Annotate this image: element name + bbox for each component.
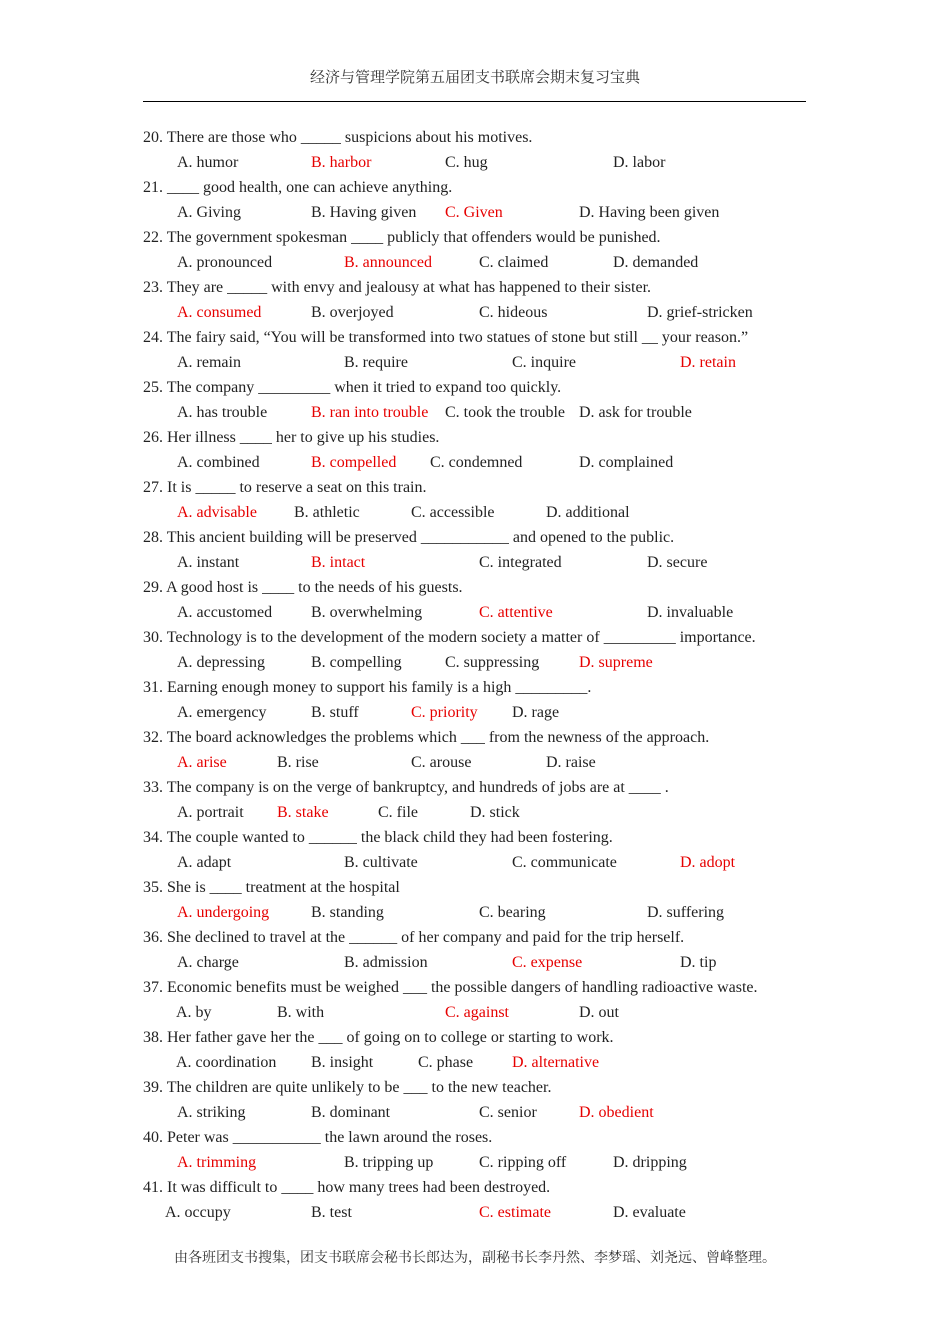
answer-option: B. compelling: [311, 654, 402, 671]
question-stem: 25. The company _________ when it tried to expand too quickly.: [143, 379, 562, 396]
option-row: [143, 200, 823, 225]
question-stem: 31. Earning enough money to support his family is a high _________.: [143, 679, 592, 696]
answer-option: C. hug: [445, 154, 488, 171]
answer-option: B. cultivate: [344, 854, 418, 871]
question-stem: 24. The fairy said, “You will be transformed into two statues of stone but still __ your reason.”: [143, 329, 749, 346]
answer-option-correct: C. priority: [411, 704, 478, 721]
option-row: [143, 1150, 823, 1175]
answer-option: A. humor: [177, 154, 239, 171]
answer-option: A. occupy: [165, 1204, 231, 1221]
answer-option: D. demanded: [613, 254, 699, 271]
answer-option: D. labor: [613, 154, 666, 171]
question-stem: 20. There are those who _____ suspicions about his motives.: [143, 129, 533, 146]
question-stem: 38. Her father gave her the ___ of going on to college or starting to work.: [143, 1029, 614, 1046]
answer-option: D. stick: [470, 804, 520, 821]
question-item: [143, 825, 823, 875]
question-stem: 27. It is _____ to reserve a seat on this train.: [143, 479, 427, 496]
answer-option: B. standing: [311, 904, 384, 921]
option-row: [143, 450, 823, 475]
answer-option: A. portrait: [177, 804, 244, 821]
answer-option: C. suppressing: [445, 654, 540, 671]
answer-option-correct: B. intact: [311, 554, 366, 571]
page-footer: 由各班团支书搜集，团支书联席会秘书长郎达为，副秘书长李丹然、李梦瑶、刘尧远、曾峰整理。: [174, 1251, 776, 1266]
option-row: [143, 1200, 823, 1225]
answer-option-correct: D. obedient: [579, 1104, 654, 1121]
answer-option-correct: B. ran into trouble: [311, 404, 429, 421]
question-stem: 39. The children are quite unlikely to be ___ to the new teacher.: [143, 1079, 552, 1096]
question-list: [143, 125, 823, 1225]
question-stem: 37. Economic benefits must be weighed ___ the possible dangers of handling radioactive waste.: [143, 979, 758, 996]
answer-option-correct: C. against: [445, 1004, 509, 1021]
answer-option: C. file: [378, 804, 418, 821]
question-item: [143, 375, 823, 425]
answer-option: C. took the trouble: [445, 404, 565, 421]
question-stem: 35. She is ____ treatment at the hospital: [143, 879, 400, 896]
answer-option: B. Having given: [311, 204, 417, 221]
question-item: [143, 725, 823, 775]
option-row: [143, 400, 823, 425]
answer-option: D. tip: [680, 954, 717, 971]
question-item: [143, 1175, 823, 1225]
answer-option: A. instant: [177, 554, 240, 571]
option-row: [143, 1050, 823, 1075]
question-item: [143, 1125, 823, 1175]
answer-option: D. rage: [512, 704, 560, 721]
answer-option-correct: A. arise: [177, 754, 227, 771]
answer-option: B. overjoyed: [311, 304, 394, 321]
question-item: [143, 425, 823, 475]
answer-option: A. pronounced: [177, 254, 273, 271]
option-row: [143, 250, 823, 275]
question-stem: 40. Peter was ___________ the lawn around the roses.: [143, 1129, 493, 1146]
option-row: [143, 700, 823, 725]
option-row: [143, 1100, 823, 1125]
option-row: [143, 150, 823, 175]
question-item: [143, 925, 823, 975]
question-stem: 30. Technology is to the development of the modern society a matter of _________ importance.: [143, 629, 756, 646]
question-stem: 26. Her illness ____ her to give up his studies.: [143, 429, 440, 446]
question-stem: 32. The board acknowledges the problems which ___ from the newness of the approach.: [143, 729, 710, 746]
option-row: [143, 550, 823, 575]
option-row: [143, 800, 823, 825]
answer-option: C. ripping off: [479, 1154, 567, 1171]
question-item: [143, 325, 823, 375]
answer-option-correct: C. attentive: [479, 604, 553, 621]
answer-option: B. test: [311, 1204, 352, 1221]
answer-option: B. rise: [277, 754, 319, 771]
answer-option: D. raise: [546, 754, 596, 771]
question-item: [143, 125, 823, 175]
answer-option: C. accessible: [411, 504, 495, 521]
answer-option: D. secure: [647, 554, 708, 571]
question-item: [143, 1025, 823, 1075]
answer-option: C. communicate: [512, 854, 617, 871]
answer-option: A. striking: [177, 1104, 246, 1121]
option-row: [143, 650, 823, 675]
answer-option: B. require: [344, 354, 408, 371]
question-item: [143, 475, 823, 525]
answer-option-correct: B. harbor: [311, 154, 372, 171]
question-item: [143, 775, 823, 825]
question-item: [143, 175, 823, 225]
question-item: [143, 275, 823, 325]
answer-option: C. phase: [418, 1054, 474, 1071]
answer-option: D. dripping: [613, 1154, 687, 1171]
question-item: [143, 625, 823, 675]
answer-option: B. insight: [311, 1054, 374, 1071]
answer-option-correct: D. alternative: [512, 1054, 600, 1071]
question-item: [143, 575, 823, 625]
option-row: [143, 300, 823, 325]
question-item: [143, 1075, 823, 1125]
answer-option-correct: C. estimate: [479, 1204, 551, 1221]
question-stem: 28. This ancient building will be preserved ___________ and opened to the public.: [143, 529, 675, 546]
answer-option: D. grief-stricken: [647, 304, 753, 321]
page-header: 经济与管理学院第五届团支书联席会期末复习宝典: [309, 70, 640, 86]
answer-option: A. adapt: [177, 854, 232, 871]
answer-option: C. hideous: [479, 304, 548, 321]
answer-option: A. Giving: [177, 204, 241, 221]
option-row: [143, 850, 823, 875]
answer-option: A. has trouble: [177, 404, 268, 421]
question-stem: 34. The couple wanted to ______ the black child they had been fostering.: [143, 829, 613, 846]
question-item: [143, 975, 823, 1025]
answer-option: C. bearing: [479, 904, 546, 921]
answer-option: D. ask for trouble: [579, 404, 692, 421]
answer-option: A. remain: [177, 354, 241, 371]
answer-option: B. dominant: [311, 1104, 391, 1121]
answer-option-correct: A. undergoing: [177, 904, 270, 921]
answer-option: C. integrated: [479, 554, 562, 571]
answer-option-correct: D. adopt: [680, 854, 736, 871]
answer-option-correct: A. consumed: [177, 304, 262, 321]
option-row: [143, 950, 823, 975]
answer-option-correct: C. Given: [445, 204, 503, 221]
answer-option-correct: D. retain: [680, 354, 736, 371]
option-row: [143, 350, 823, 375]
answer-option: B. with: [277, 1004, 325, 1021]
question-stem: 41. It was difficult to ____ how many trees had been destroyed.: [143, 1179, 551, 1196]
answer-option: D. complained: [579, 454, 674, 471]
answer-option-correct: D. supreme: [579, 654, 653, 671]
answer-option: D. evaluate: [613, 1204, 686, 1221]
answer-option-correct: C. expense: [512, 954, 583, 971]
question-item: [143, 675, 823, 725]
answer-option: D. Having been given: [579, 204, 720, 221]
answer-option: D. invaluable: [647, 604, 734, 621]
answer-option-correct: A. advisable: [177, 504, 257, 521]
question-stem: 21. ____ good health, one can achieve anything.: [143, 179, 453, 196]
answer-option: D. out: [579, 1004, 619, 1021]
option-row: [143, 500, 823, 525]
question-item: [143, 225, 823, 275]
answer-option: A. charge: [177, 954, 239, 971]
answer-option: C. arouse: [411, 754, 472, 771]
answer-option: B. athletic: [294, 504, 360, 521]
answer-option: A. emergency: [177, 704, 267, 721]
option-row: [143, 600, 823, 625]
answer-option-correct: B. compelled: [311, 454, 397, 471]
question-item: [143, 525, 823, 575]
answer-option: B. stuff: [311, 704, 359, 721]
answer-option: C. inquire: [512, 354, 576, 371]
option-row: [143, 750, 823, 775]
answer-option: B. overwhelming: [311, 604, 423, 621]
answer-option: A. by: [176, 1004, 212, 1021]
header-rule: [143, 101, 806, 102]
answer-option: A. combined: [177, 454, 260, 471]
answer-option: C. claimed: [479, 254, 549, 271]
question-stem: 23. They are _____ with envy and jealousy at what has happened to their sister.: [143, 279, 652, 296]
answer-option: C. condemned: [430, 454, 523, 471]
question-stem: 36. She declined to travel at the ______ of her company and paid for the trip herself.: [143, 929, 685, 946]
answer-option-correct: A. trimming: [177, 1154, 257, 1171]
answer-option: A. depressing: [177, 654, 265, 671]
answer-option: B. admission: [344, 954, 428, 971]
answer-option: C. senior: [479, 1104, 537, 1121]
answer-option: D. additional: [546, 504, 630, 521]
answer-option: A. accustomed: [177, 604, 273, 621]
answer-option: A. coordination: [176, 1054, 277, 1071]
option-row: [143, 1000, 823, 1025]
question-stem: 29. A good host is ____ to the needs of his guests.: [143, 579, 463, 596]
question-stem: 33. The company is on the verge of bankruptcy, and hundreds of jobs are at ____ .: [143, 779, 669, 796]
question-item: [143, 875, 823, 925]
question-stem: 22. The government spokesman ____ publicly that offenders would be punished.: [143, 229, 661, 246]
answer-option: D. suffering: [647, 904, 725, 921]
answer-option: B. tripping up: [344, 1154, 434, 1171]
option-row: [143, 900, 823, 925]
answer-option-correct: B. stake: [277, 804, 329, 821]
answer-option-correct: B. announced: [344, 254, 432, 271]
